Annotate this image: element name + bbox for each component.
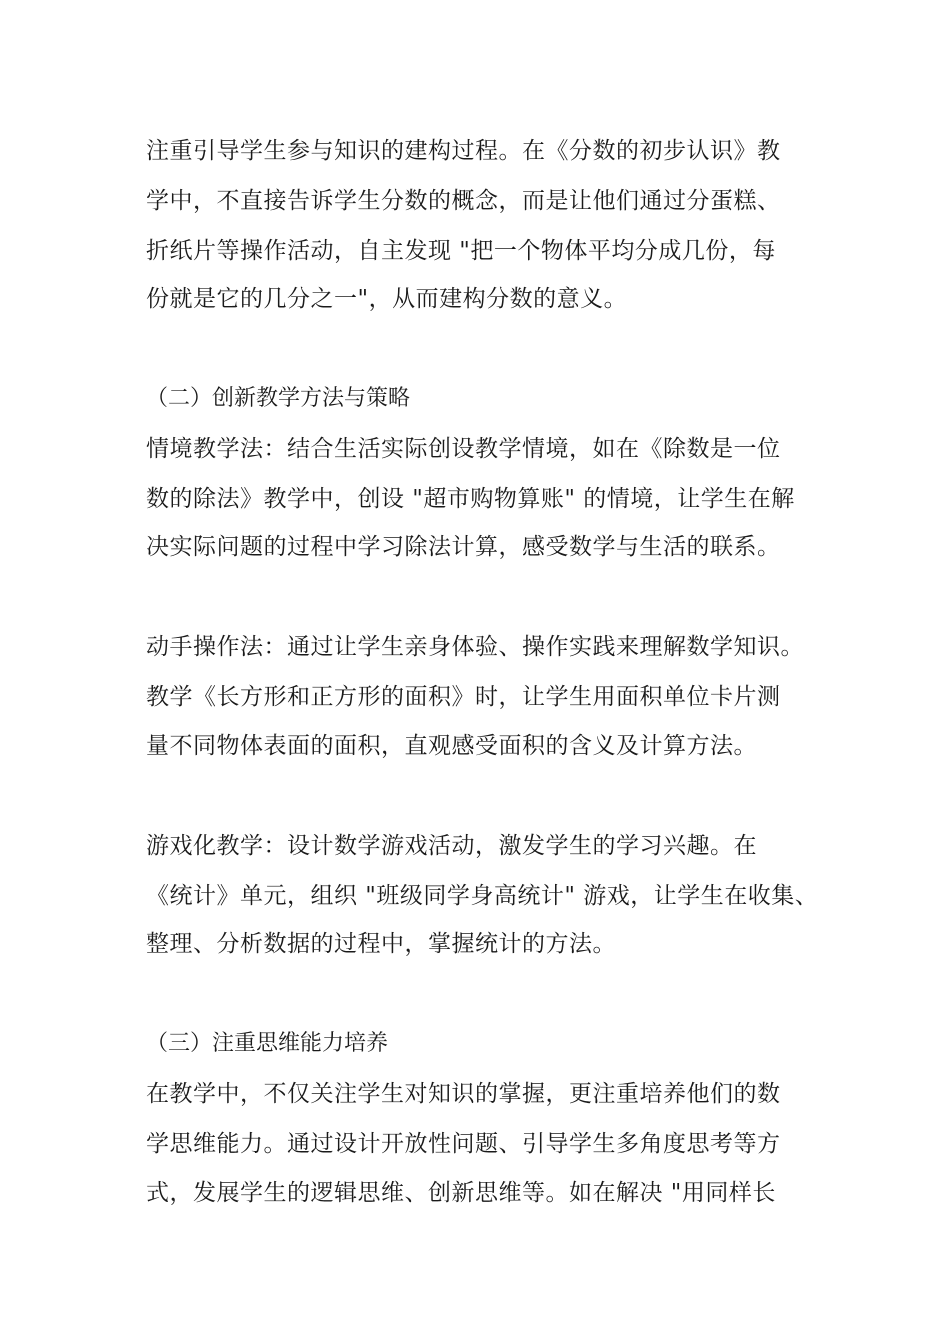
paragraph-line: 游戏化教学：设计数学游戏活动，激发学生的学习兴趣。在: [146, 833, 757, 859]
paragraph-line: 折纸片等操作活动，自主发现 "把一个物体平均分成几份，每: [146, 238, 776, 264]
paragraph-line: 情境教学法：结合生活实际创设教学情境，如在《除数是一位: [146, 436, 781, 462]
paragraph-line: 量不同物体表面的面积，直观感受面积的含义及计算方法。: [146, 733, 757, 759]
paragraph-line: 动手操作法：通过让学生亲身体验、操作实践来理解数学知识。: [146, 634, 804, 660]
paragraph-line: 数的除法》教学中，创设 "超市购物算账" 的情境，让学生在解: [146, 486, 795, 512]
paragraph-line: 份就是它的几分之一"，从而建构分数的意义。: [146, 286, 628, 312]
paragraph-line: 整理、分析数据的过程中，掌握统计的方法。: [146, 931, 616, 957]
paragraph-line: 式，发展学生的逻辑思维、创新思维等。如在解决 "用同样长: [146, 1180, 776, 1206]
section-heading-2: （二）创新教学方法与策略: [146, 386, 411, 411]
paragraph-line: 决实际问题的过程中学习除法计算，感受数学与生活的联系。: [146, 534, 781, 560]
paragraph-line: 《统计》单元，组织 "班级同学身高统计" 游戏，让学生在收集、: [146, 883, 819, 909]
paragraph-line: 学思维能力。通过设计开放性问题、引导学生多角度思考等方: [146, 1131, 781, 1157]
section-heading-3: （三）注重思维能力培养: [146, 1031, 389, 1056]
paragraph-line: 注重引导学生参与知识的建构过程。在《分数的初步认识》教: [146, 138, 781, 164]
paragraph-line: 在教学中，不仅关注学生对知识的掌握，更注重培养他们的数: [146, 1081, 781, 1107]
paragraph-line: 教学《长方形和正方形的面积》时，让学生用面积单位卡片测: [146, 684, 781, 710]
paragraph-line: 学中，不直接告诉学生分数的概念，而是让他们通过分蛋糕、: [146, 188, 781, 214]
